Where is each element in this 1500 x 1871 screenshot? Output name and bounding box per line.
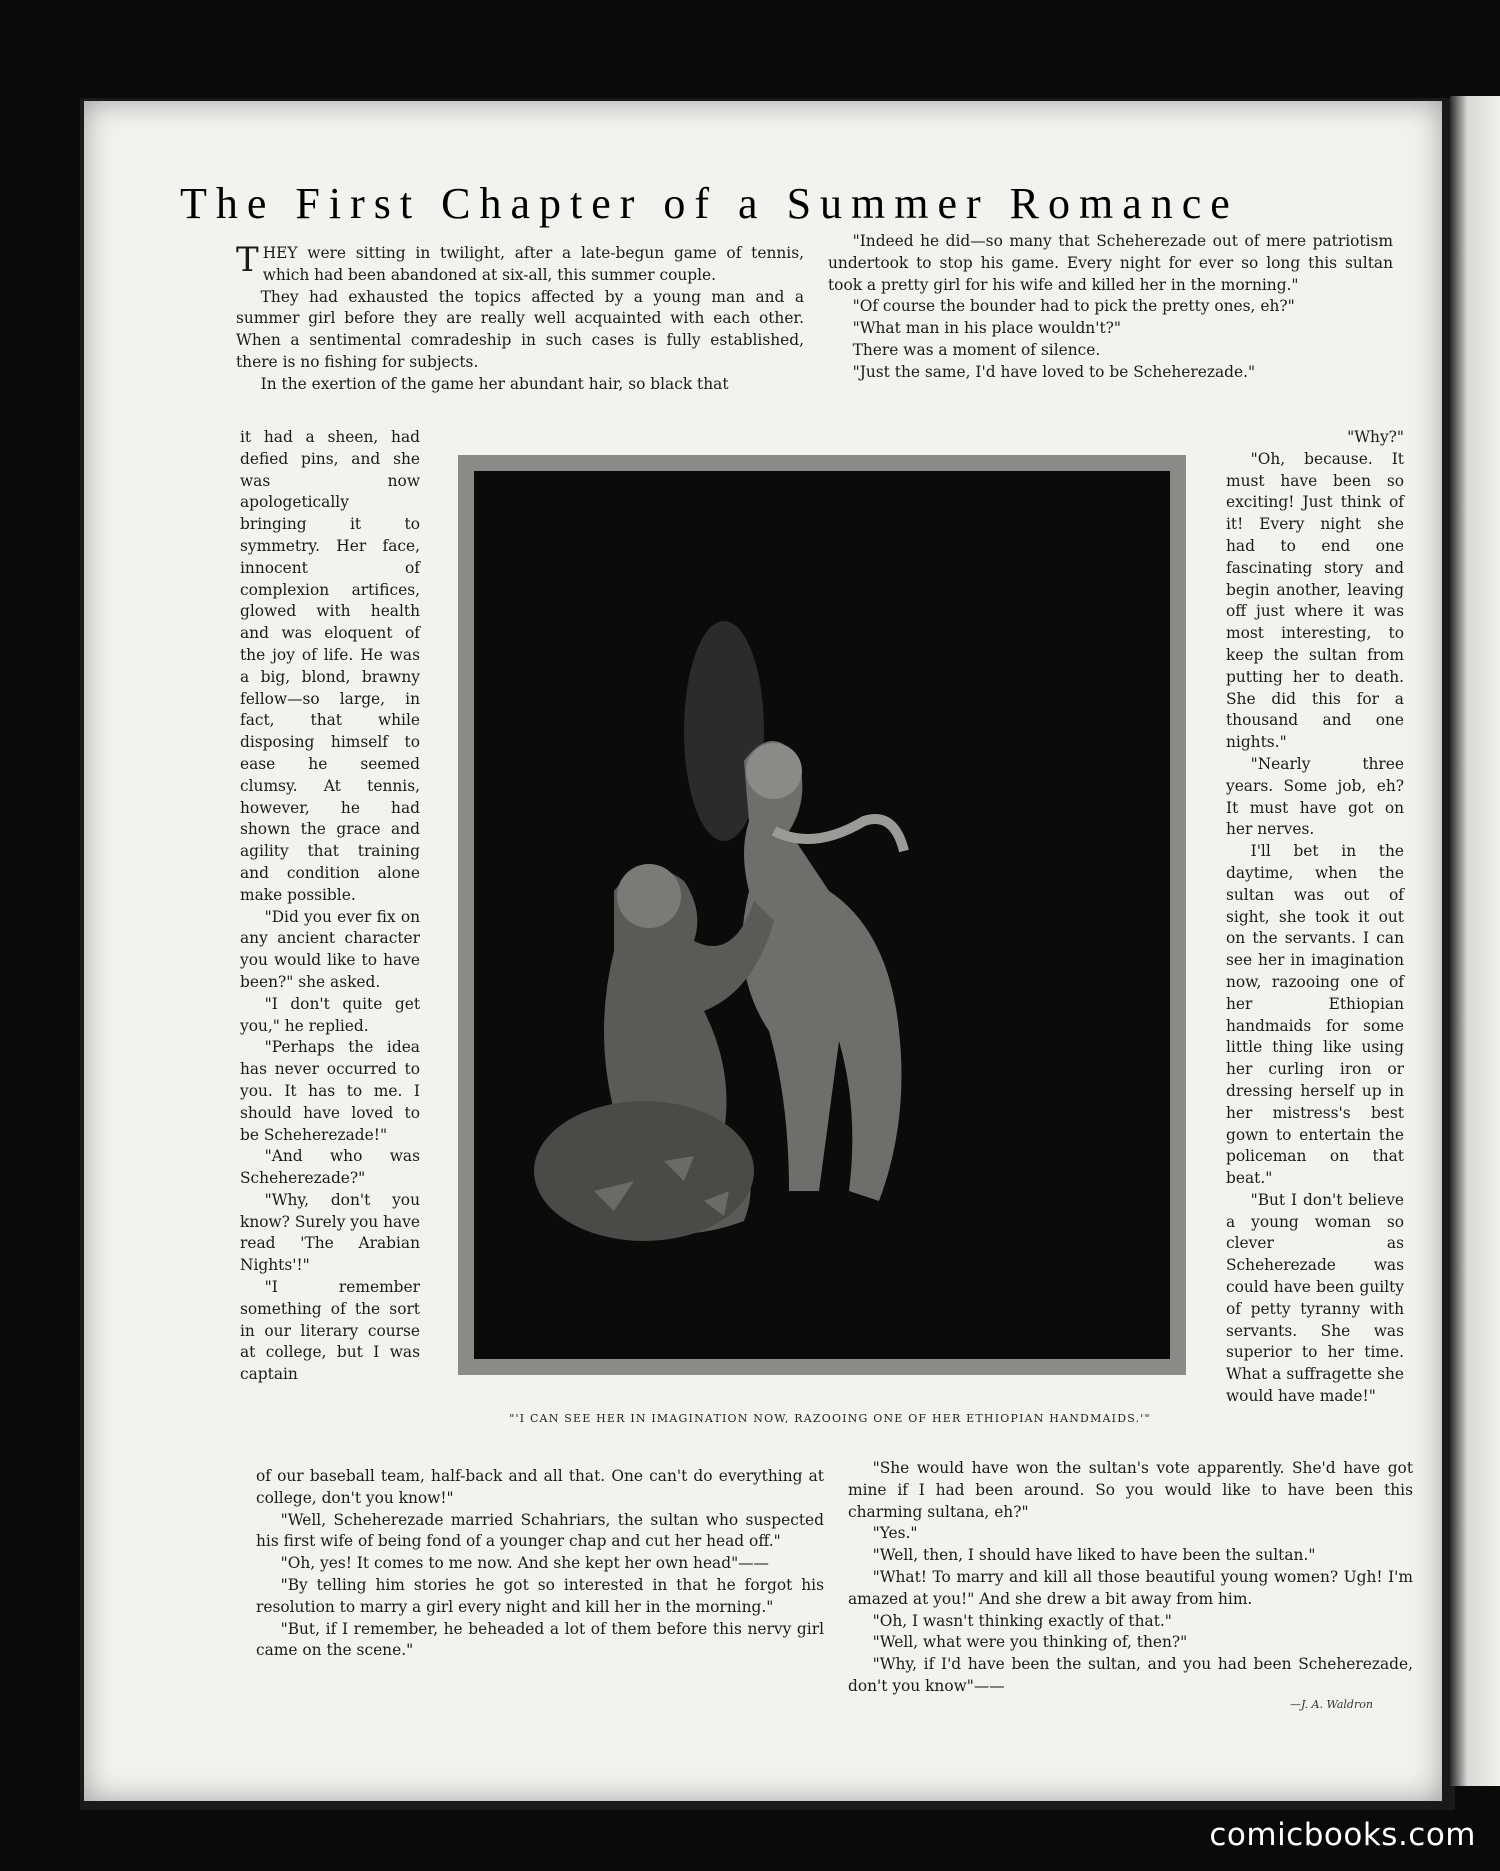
paragraph: "Oh, I wasn't thinking exactly of that.": [872, 1611, 1172, 1630]
top-right-column: [828, 231, 1393, 384]
bottom-right-column: [848, 1458, 1413, 1698]
paragraph: "Well, then, I should have liked to have been the sultan.": [872, 1546, 1316, 1565]
author-signature: —J. A. Waldron: [1290, 1698, 1373, 1711]
bottom-left-column: [256, 1466, 824, 1662]
paragraph: "And who was Scheherezade?": [240, 1147, 420, 1188]
illustration-frame: [474, 471, 1170, 1359]
next-page-edge: [1450, 96, 1500, 1786]
paragraph: "Why, if I'd have been the sultan, and you had been Scheherezade, don't you know"——: [848, 1655, 1413, 1695]
paragraph: "But, if I remember, he beheaded a lot of them before this nervy girl came on the scene.": [256, 1619, 824, 1660]
paragraph: "Perhaps the idea has never occurred to you. It has to me. I should have loved to be Scheherezade!": [240, 1038, 420, 1144]
paragraph: "Just the same, I'd have loved to be Scheherezade.": [852, 362, 1256, 381]
paragraph: "I don't quite get you," he replied.: [240, 994, 420, 1035]
paragraph: "What man in his place wouldn't?": [852, 319, 1121, 338]
paragraph: "Oh, yes! It comes to me now. And she kept her own head"——: [280, 1554, 769, 1573]
paragraph: of our baseball team, half-back and all that. One can't do everything at college, don't you know!": [256, 1467, 824, 1507]
paragraph: "Yes.": [872, 1524, 918, 1543]
paragraph: "Well, Scheherezade married Schahriars, the sultan who suspected his first wife of being fond of a younger chap and cut her head off.": [256, 1510, 824, 1551]
paragraph: There was a moment of silence.: [852, 340, 1101, 359]
illustration: [458, 455, 1186, 1375]
paragraph: "By telling him stories he got so interested in that he forgot his resolution to marry a girl every night and kill her in the morning.": [256, 1575, 824, 1616]
paragraph: "Why, don't you know? Surely you have read 'The Arabian Nights'!": [240, 1190, 420, 1275]
watermark: comicbooks.com: [1209, 1817, 1476, 1853]
paragraph: "Well, what were you thinking of, then?": [872, 1633, 1188, 1652]
paragraph: it had a sheen, had defied pins, and she was now apologetically bringing it to symmetry. Her face, innocent of complexion artifices, glowed with health and was eloquent of the joy of life. He was a big, blond, brawny fellow—so large, in fact, that while disposing himself to ease he seemed clumsy. At tennis, however, he had shown the grace and agility that training and condition alone make possible.: [240, 428, 420, 904]
intro-paragraph-3: In the exertion of the game her abundant hair, so black that: [260, 374, 729, 393]
paragraph: I'll bet in the daytime, when the sultan was out of sight, she took it out on the servants. I can see her in imagination now, razooing one of her Ethiopian handmaids for some little thing like using her curling iron or dressing herself up in her mistress's best gown to entertain the policeman on that beat.": [1226, 842, 1404, 1188]
paragraph: "Why?": [1347, 428, 1404, 446]
right-narrow-column: [1226, 427, 1404, 1408]
dancer-illustration: [474, 471, 1170, 1359]
paragraph: "Did you ever fix on any ancient character you would like to have been?" she asked.: [240, 907, 420, 991]
paragraph: "But I don't believe a young woman so clever as Scheherezade was could have been guilty of petty tyranny with servants. She was superior to her time. What a suffragette she would have made!": [1226, 1190, 1404, 1406]
intro-column: [236, 240, 804, 396]
paragraph: "Of course the bounder had to pick the pretty ones, eh?": [852, 297, 1295, 316]
paragraph: "I remember something of the sort in our literary course at college, but I was captain: [240, 1278, 420, 1384]
left-narrow-column: [240, 427, 420, 1386]
paragraph: "Indeed he did—so many that Scheherezade out of mere patriotism undertook to stop his game. Every night for ever so long this sultan took a pretty girl for his wife and killed her in the morning.": [828, 232, 1393, 294]
paragraph: "What! To marry and kill all those beautiful young women? Ugh! I'm amazed at you!" And she drew a bit away from him.: [848, 1567, 1413, 1608]
intro-paragraph-1: THEY were sitting in twilight, after a late-begun game of tennis, which had been abandoned at six-all, this summer couple.: [236, 240, 804, 284]
paragraph: "Nearly three years. Some job, eh? It must have got on her nerves.: [1226, 754, 1404, 839]
illustration-caption: "'I CAN SEE HER IN IMAGINATION NOW, RAZOOING ONE OF HER ETHIOPIAN HANDMAIDS.'": [509, 1412, 1151, 1425]
drop-cap: T: [236, 240, 259, 280]
intro-paragraph-2: They had exhausted the topics affected by a young man and a summer girl before they are really well acquainted with each other. When a sentimental comradeship in such cases is fully established, there is no fishing for subjects.: [236, 287, 804, 371]
article-title: The First Chapter of a Summer Romance: [180, 179, 1239, 228]
paragraph: "She would have won the sultan's vote apparently. She'd have got mine if I had been around. So you would like to have been this charming sultana, eh?": [848, 1459, 1413, 1521]
paragraph: "Oh, because. It must have been so exciting! Just think of it! Every night she had to end one fascinating story and begin another, leaving off just where it was most interesting, to keep the sultan from putting her to death. She did this for a thousand and one nights.": [1226, 449, 1404, 752]
